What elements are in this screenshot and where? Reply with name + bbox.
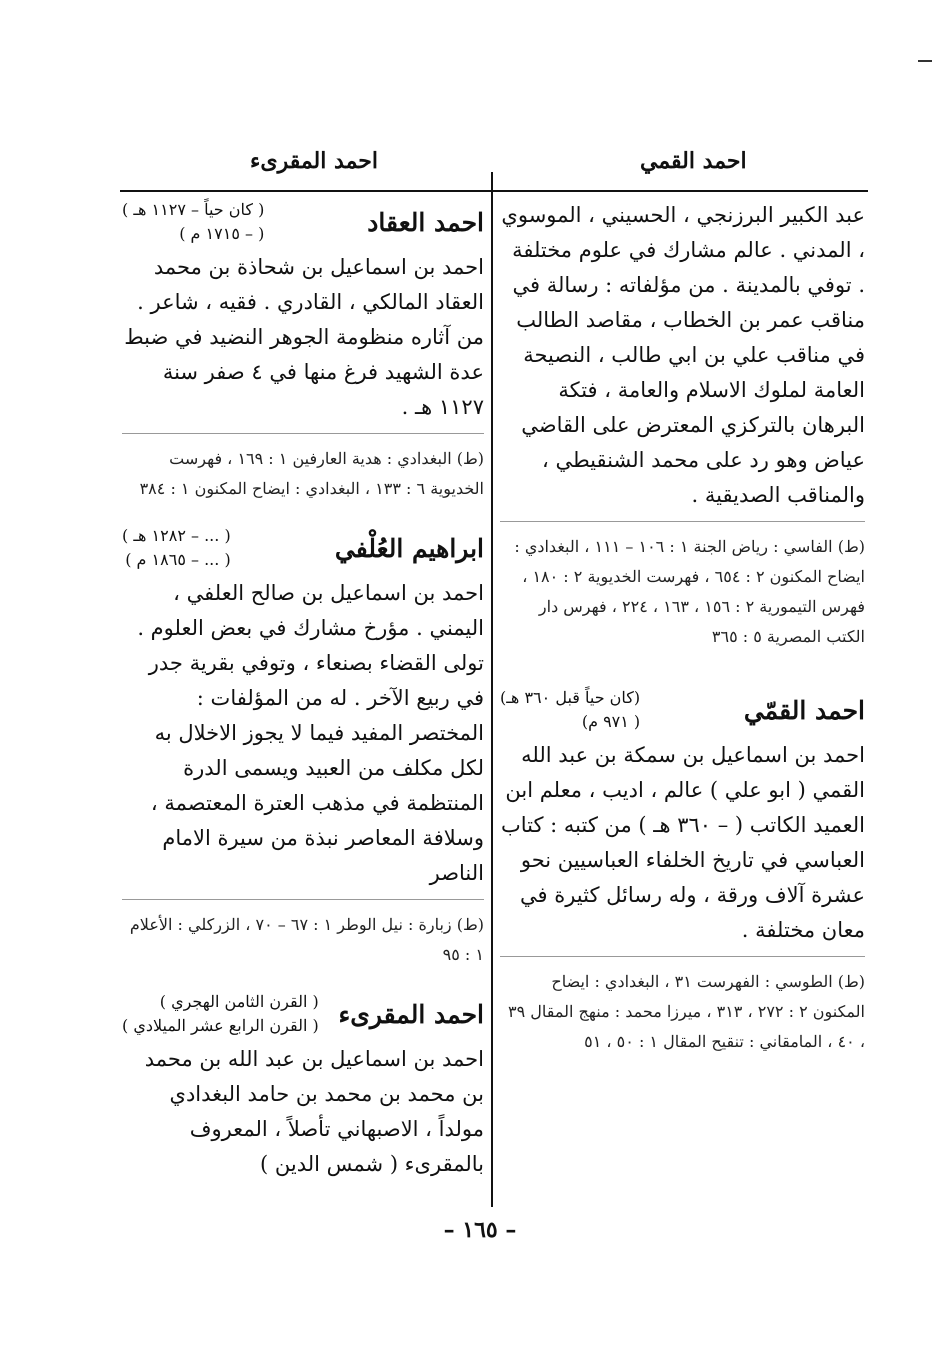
date-hijri: ( كان حياً – ١١٢٧ هـ ) — [122, 200, 265, 219]
header-right: احمد القمي — [640, 148, 747, 174]
entry-text: احمد بن اسماعيل بن شحاذة بن محمد العقاد المالكي ، القادري . فقيه ، شاعر . من آثاره منظومة الجوهر النضيد في ضبط عدة الشهيد فرغ منها في ٤ صفر سنة ١١٢٧ هـ . — [124, 255, 484, 419]
entry-head — [122, 524, 484, 572]
entry-ahmad-al-qummi — [500, 686, 865, 1057]
sources-divider — [122, 433, 484, 434]
entry-sources: (ط) الطوسي : الفهرست ٣١ ، البغدادي : ايضاح المكنون ٢ : ٢٧٢ ، ٣١٣ ، ميرزا محمد : منهج المقال ٣٩ ، ٤٠ ، المامقاني : تنقيح المقال ١ : ٥٠ ، ٥١ — [508, 972, 865, 1051]
right-column — [500, 198, 865, 1077]
date-hijri: ( القرن الثامن الهجري ) — [159, 992, 319, 1011]
continuation-sources: (ط) الفاسي : رياض الجنة ١ : ١٠٦ – ١١١ ، البغدادي : ايضاح المكنون ٢ : ٦٥٤ ، فهرست الخديوية ٢ : ١٨٠ ، فهرس التيمورية ٢ : ١٥٦ ، ١٦٣ ، ٢٢٤ ، فهرس دار الكتب المصرية ٥ : ٣٦٥ — [514, 537, 865, 646]
sources-divider — [122, 899, 484, 900]
date-hijri: (كان حياً قبل ٣٦٠ هـ) — [500, 688, 641, 707]
column-divider — [491, 172, 493, 1207]
sources-divider — [500, 521, 865, 522]
entry-sources: (ط) البغدادي : هدية العارفين ١ : ١٦٩ ، فهرست الخديوية ٦ : ١٣٣ ، البغدادي : ايضاح المكنون ١ : ٣٨٤ — [139, 449, 484, 498]
entry-sources: (ط) زبارة : نيل الوطر ١ : ٦٧ – ٧٠ ، الزركلي : الأعلام ١ : ٩٥ — [129, 915, 484, 964]
entry-title: ابراهيم العُلْفي — [334, 533, 484, 563]
entry-head — [122, 990, 484, 1038]
corner-mark — [918, 60, 932, 62]
entry-dates — [122, 990, 319, 1038]
entry-head — [122, 198, 484, 246]
sources-divider — [500, 956, 865, 957]
date-gregorian: ( ... – ١٨٦٥ م ) — [125, 550, 231, 569]
entry-text: احمد بن اسماعيل بن صالح العلفي ، اليمني . مؤرخ مشارك في بعض العلوم . تولى القضاء بصنعاء ، وتوفي بقرية جدر في ربيع الآخر . له من المؤلفات : المختصر المفيد فيما لا يجوز الاخلال به لكل مكلف من العبيد ويسمى الدرة المنتظمة في مذهب العترة المعتصمة ، وسلافة المعاصر نبذة من سيرة الامام الناصر — [137, 581, 484, 885]
continuation-text: عبد الكبير البرزنجي ، الحسيني ، الموسوي ، المدني . عالم مشارك في علوم مختلفة . توفي بالمدينة . من مؤلفاته : رسالة في مناقب عمر بن الخطاب ، مقاصد الطالب في مناقب علي بن ابي طالب ، النصيحة العامة لملوك الاسلام والعامة ، فتكة البرهان بالتركزي المعترض على القاضي عياض وهو رد على محمد الشنقيطي ، والمناقب الصديقية . — [501, 203, 865, 507]
entry-dates — [122, 524, 231, 572]
entry-ibrahim-al-ulfi — [122, 524, 484, 970]
header-left: احمد المقرىء — [250, 148, 379, 174]
left-column — [122, 198, 484, 1202]
entry-ahmad-al-muqri — [122, 990, 484, 1182]
page-number: – ١٦٥ – — [443, 1217, 517, 1243]
entry-title: احمد المقرىء — [338, 999, 484, 1029]
date-gregorian: ( ٩٧١ م) — [581, 712, 641, 731]
date-hijri: ( ... – ١٢٨٢ هـ ) — [122, 526, 231, 545]
entry-title: احمد القمّي — [743, 695, 865, 725]
date-gregorian: ( – ١٧١٥ م ) — [179, 224, 265, 243]
entry-dates — [122, 198, 264, 246]
date-gregorian: ( القرن الرابع عشر الميلادي ) — [122, 1016, 319, 1035]
entry-dates — [500, 686, 640, 734]
entry-text: احمد بن اسماعيل بن سمكة بن عبد الله القمي ( ابو علي ) عالم ، اديب ، معلم ابن العميد الكاتب ( – ٣٦٠ هـ ) من كتبه : كتاب العباسي في تاريخ الخلفاء العباسيين نحو عشرة آلاف ورقة ، وله رسائل كثيرة في معان مختلفة . — [500, 743, 865, 942]
entry-head — [500, 686, 865, 734]
entry-title: احمد العقاد — [367, 207, 484, 237]
entry-ahmad-al-aqqad — [122, 198, 484, 504]
entry-text: احمد بن اسماعيل بن عبد الله بن محمد بن محمد بن محمد بن حامد البغدادي مولداً ، الاصبهاني تأصلاً ، المعروف بالمقرىء ( شمس الدين ) — [144, 1047, 484, 1176]
header-rule — [120, 190, 868, 192]
